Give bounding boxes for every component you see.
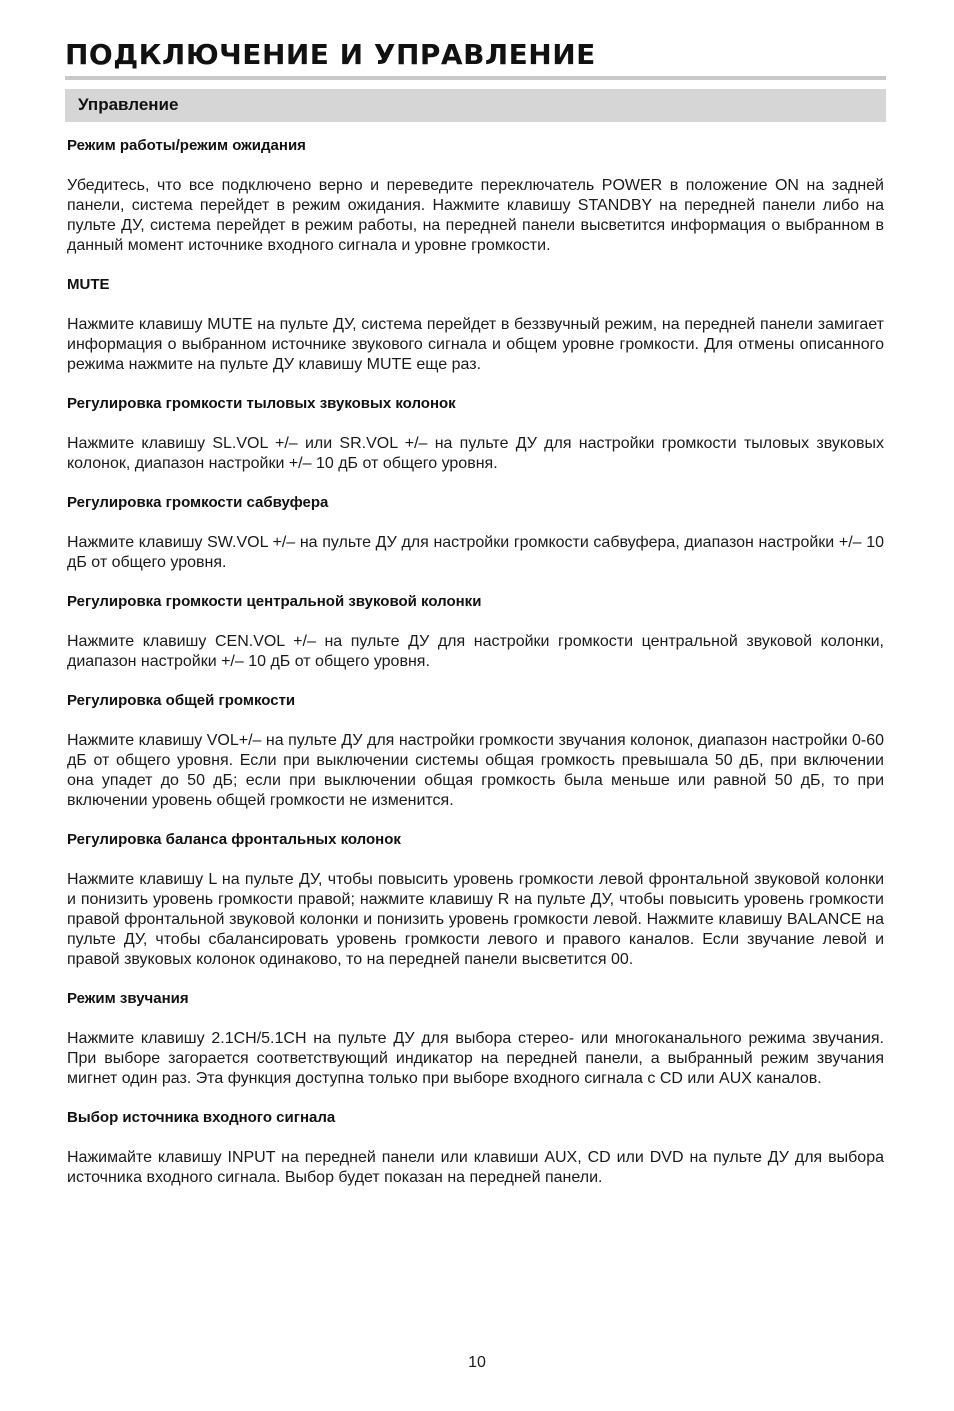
section-mute (67, 275, 884, 375)
section-header-bar (65, 89, 886, 122)
section-paragraph: Нажимайте клавишу INPUT на передней панели или клавиши AUX, CD или DVD на пульте ДУ для выбора источника входного сигнала. Выбор будет показан на передней панели. (67, 1149, 884, 1186)
section-paragraph: Нажмите клавишу SL.VOL +/– или SR.VOL +/– на пульте ДУ для настройки громкости тыловых звуковых колонок, диапазон настройки +/– 10 дБ от общего уровня. (67, 435, 884, 472)
page-number: 10 (468, 1354, 486, 1371)
section-input-source (67, 1108, 884, 1188)
section-sound-mode (67, 989, 884, 1089)
page-title: ПОДКЛЮЧЕНИЕ И УПРАВЛЕНИЕ (65, 38, 596, 71)
section-heading: Выбор источника входного сигнала (67, 1109, 336, 1126)
section-heading: MUTE (67, 276, 110, 293)
section-heading: Регулировка громкости тыловых звуковых колонок (67, 395, 456, 412)
section-paragraph: Нажмите клавишу MUTE на пульте ДУ, система перейдет в беззвучный режим, на передней панели замигает информация о выбранном источнике звукового сигнала и общем уровне громкости. Для отмены описанного режима нажмите на пульте ДУ клавишу MUTE еще раз. (67, 316, 884, 373)
title-divider (65, 76, 886, 80)
section-center-volume (67, 592, 884, 672)
section-heading: Регулировка общей громкости (67, 692, 296, 709)
section-paragraph: Нажмите клавишу SW.VOL +/– на пульте ДУ для настройки громкости сабвуфера, диапазон настройки +/– 10 дБ от общего уровня. (67, 534, 884, 571)
section-header-label: Управление (78, 95, 179, 114)
section-power-standby (67, 136, 884, 256)
section-paragraph: Убедитесь, что все подключено верно и переведите переключатель POWER в положение ON на задней панели, система перейдет в режим ожидания. Нажмите клавишу STANDBY на передней панели либо на пульте ДУ, система перейдет в режим работы, на передней панели высветится информация о выбранном в данный момент источнике входного сигнала и уровне громкости. (67, 177, 884, 254)
section-paragraph: Нажмите клавишу 2.1CH/5.1CH на пульте ДУ для выбора стерео- или многоканального режима звучания. При выборе загорается соответствующий индикатор на передней панели, а выбранный режим звучания мигнет один раз. Эта функция доступна только при выборе входного сигнала с CD или AUX каналов. (67, 1030, 884, 1087)
section-heading: Регулировка громкости сабвуфера (67, 494, 329, 511)
section-heading: Режим звучания (67, 990, 189, 1007)
section-subwoofer-volume (67, 493, 884, 573)
section-paragraph: Нажмите клавишу L на пульте ДУ, чтобы повысить уровень громкости левой фронтальной звуковой колонки и понизить уровень громкости правой; нажмите клавишу R на пульте ДУ, чтобы повысить уровень громкости правой фронтальной звуковой колонки и понизить уровень громкости левой. Нажмите клавишу BALANCE на пульте ДУ, чтобы сбалансировать уровень громкости левого и правого каналов. Если звучание левой и правой звуковых колонок одинаково, то на передней панели высветится 00. (67, 871, 884, 968)
section-rear-volume (67, 394, 884, 474)
section-heading: Регулировка громкости центральной звуковой колонки (67, 593, 482, 610)
section-paragraph: Нажмите клавишу VOL+/– на пульте ДУ для настройки громкости звучания колонок, диапазон настройки 0-60 дБ от общего уровня. Если при выключении системы общая громкость превышала 50 дБ, при включении она упадет до 50 дБ; если при выключении общая громкость была меньше или равной 50 дБ, то при включении уровень общей громкости не изменится. (67, 732, 884, 809)
section-front-balance (67, 830, 884, 970)
section-paragraph: Нажмите клавишу CEN.VOL +/– на пульте ДУ для настройки громкости центральной звуковой колонки, диапазон настройки +/– 10 дБ от общего уровня. (67, 633, 884, 670)
document-body (67, 136, 884, 1207)
section-heading: Режим работы/режим ожидания (67, 137, 306, 154)
section-heading: Регулировка баланса фронтальных колонок (67, 831, 401, 848)
section-master-volume (67, 691, 884, 811)
